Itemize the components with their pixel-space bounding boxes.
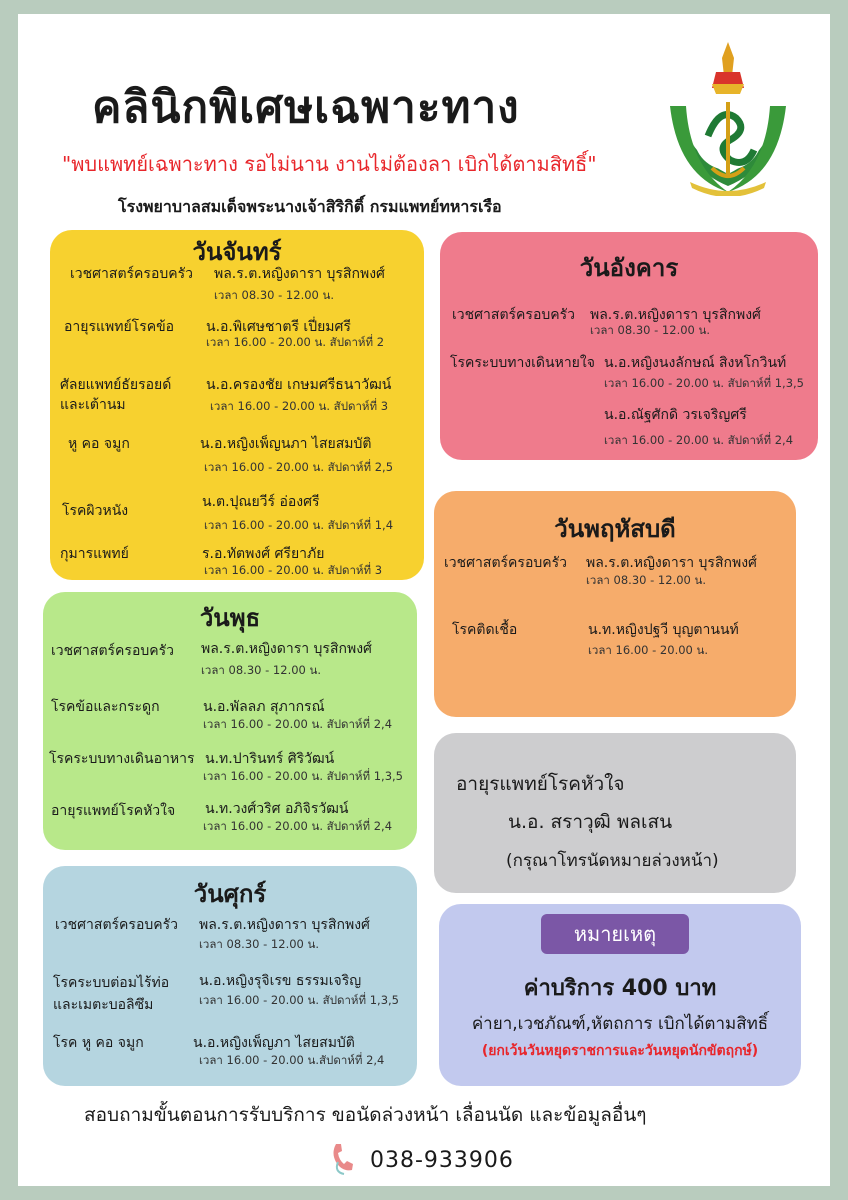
card-title: วันอังคาร <box>579 254 679 282</box>
doctor: น.อ.ณัฐศักดิ วรเจริญศรี <box>604 407 747 423</box>
doctor: พล.ร.ต.หญิงดารา บุรสิกพงศ์ <box>590 307 761 323</box>
card-wednesday <box>43 592 417 850</box>
dept: อายุรแพทย์โรคหัวใจ <box>51 803 176 819</box>
phone-number[interactable]: 038-933906 <box>370 1148 514 1173</box>
doctor: น.อ.ครองชัย เกษมศรีธนาวัฒน์ <box>206 377 392 393</box>
card-tuesday <box>440 232 818 460</box>
reimbursement-note: ค่ายา,เวชภัณฑ์,หัตถการ เบิกได้ตามสิทธิ์ <box>471 1014 769 1034</box>
doctor: น.อ.หญิงเพ็ญภา ไสยสมบัติ <box>193 1035 355 1051</box>
card-friday <box>43 866 417 1086</box>
note-badge: หมายเหตุ <box>541 914 689 954</box>
time: เวลา 16.00 - 20.00 น. สัปดาห์ที่ 2,4 <box>604 433 794 447</box>
dept: โรคติดเชื้อ <box>452 622 518 638</box>
time: เวลา 08.30 - 12.00 น. <box>590 323 711 337</box>
doctor: น.อ.หญิงเพ็ญนภา ไสยสมบัติ <box>200 436 372 452</box>
dept: และเมตะบอลิซึม <box>53 997 154 1013</box>
time: เวลา 16.00 - 20.00 น. สัปดาห์ที่ 1,3,5 <box>203 769 404 783</box>
doctor: น.ท.ปารินทร์ ศิริวัฒน์ <box>205 751 335 767</box>
time: เวลา 16.00 - 20.00 น. สัปดาห์ที่ 1,3,5 <box>604 376 805 390</box>
time: เวลา 16.00 - 20.00 น. สัปดาห์ที่ 3 <box>204 563 383 577</box>
page-title: คลินิกพิเศษเฉพาะทาง <box>92 82 520 133</box>
doctor: พล.ร.ต.หญิงดารา บุรสิกพงศ์ <box>199 917 370 933</box>
slogan: "พบแพทย์เฉพาะทาง รอไม่นาน งานไม่ต้องลา เบิกได้ตามสิทธิ์" <box>62 152 597 176</box>
card-cardiology <box>434 733 796 893</box>
time: เวลา 16.00 - 20.00 น. สัปดาห์ที่ 1,3,5 <box>199 993 400 1007</box>
dept: โรคระบบทางเดินหายใจ <box>450 355 595 371</box>
dept: โรคข้อและกระดูก <box>51 699 160 715</box>
card-title: วันศุกร์ <box>193 880 267 908</box>
heart-doctor: น.อ. สราวุฒิ พลเสน <box>508 811 673 833</box>
doctor: พล.ร.ต.หญิงดารา บุรสิกพงศ์ <box>201 641 372 657</box>
time: เวลา 16.00 - 20.00 น. สัปดาห์ที่ 3 <box>210 399 389 413</box>
time: เวลา 16.00 - 20.00 น. สัปดาห์ที่ 2 <box>206 335 385 349</box>
time: เวลา 16.00 - 20.00 น. <box>588 643 709 657</box>
doctor: พล.ร.ต.หญิงดารา บุรสิกพงศ์ <box>586 555 757 571</box>
dept: เวชศาสตร์ครอบครัว <box>452 307 575 323</box>
phone-icon <box>328 1140 356 1176</box>
dept: โรคระบบต่อมไร้ท่อ <box>53 975 170 991</box>
card-note <box>439 904 801 1086</box>
navy-medical-emblem-icon <box>660 36 796 196</box>
time: เวลา 16.00 - 20.00 น. สัปดาห์ที่ 2,4 <box>203 717 393 731</box>
dept: โรคผิวหนัง <box>62 503 129 519</box>
doctor: น.อ.หญิงนงลักษณ์ สิงหโกวินท์ <box>604 355 787 371</box>
hospital-name: โรงพยาบาลสมเด็จพระนางเจ้าสิริกิติ์ กรมแพทย์ทหารเรือ <box>118 197 502 216</box>
dept: เวชศาสตร์ครอบครัว <box>444 555 567 571</box>
time: เวลา 16.00 - 20.00 น. สัปดาห์ที่ 2,5 <box>204 460 394 474</box>
card-title: วันจันทร์ <box>192 238 282 266</box>
dept: หู คอ จมูก <box>68 436 130 452</box>
heart-dept: อายุรแพทย์โรคหัวใจ <box>456 773 625 795</box>
dept: เวชศาสตร์ครอบครัว <box>55 917 178 933</box>
dept: และเต้านม <box>60 397 126 413</box>
time: เวลา 16.00 - 20.00 น.สัปดาห์ที่ 2,4 <box>199 1053 385 1067</box>
card-title: วันพฤหัสบดี <box>554 515 676 543</box>
time: เวลา 08.30 - 12.00 น. <box>586 573 707 587</box>
doctor: น.อ.พัลลภ สุภากรณ์ <box>203 699 325 715</box>
dept: ศัลยแพทย์ธัยรอยด์ <box>60 377 172 393</box>
doctor: น.อ.พิเศษชาตรี เปี่ยมศรี <box>206 319 351 335</box>
time: เวลา 16.00 - 20.00 น. สัปดาห์ที่ 1,4 <box>204 518 394 532</box>
time: เวลา 08.30 - 12.00 น. <box>201 663 322 677</box>
footer-inquiry: สอบถามขั้นตอนการรับบริการ ขอนัดล่วงหน้า เลื่อนนัด และข้อมูลอื่นๆ <box>84 1104 647 1126</box>
dept: เวชศาสตร์ครอบครัว <box>51 643 174 659</box>
card-thursday <box>434 491 796 717</box>
doctor: น.อ.หญิงรุจิเรข ธรรมเจริญ <box>199 973 362 989</box>
doctor: ร.อ.ทัตพงศ์ ศรียาภัย <box>202 546 325 562</box>
dept: โรคระบบทางเดินอาหาร <box>49 751 195 767</box>
doctor: น.ท.วงศ์วริศ อภิจิรวัฒน์ <box>205 801 349 817</box>
time: เวลา 16.00 - 20.00 น. สัปดาห์ที่ 2,4 <box>203 819 393 833</box>
dept: โรค หู คอ จมูก <box>53 1035 144 1051</box>
dept: กุมารแพทย์ <box>60 546 129 562</box>
doctor: พล.ร.ต.หญิงดารา บุรสิกพงศ์ <box>214 266 385 282</box>
card-monday <box>50 230 424 580</box>
service-fee: ค่าบริการ 400 บาท <box>523 976 717 1001</box>
heart-appointment-note: (กรุณาโทรนัดหมายล่วงหน้า) <box>506 851 719 871</box>
doctor: น.ต.ปุณยวีร์ อ่องศรี <box>202 494 320 510</box>
dept: อายุรแพทย์โรคข้อ <box>64 319 175 335</box>
dept: เวชศาสตร์ครอบครัว <box>70 266 193 282</box>
time: เวลา 08.30 - 12.00 น. <box>214 288 335 302</box>
holiday-exception: (ยกเว้นวันหยุดราชการและวันหยุดนักขัตฤกษ์) <box>481 1043 759 1059</box>
card-title: วันพุธ <box>199 604 261 632</box>
doctor: น.ท.หญิงปฐวี บุญตานนท์ <box>588 622 739 638</box>
time: เวลา 08.30 - 12.00 น. <box>199 937 320 951</box>
